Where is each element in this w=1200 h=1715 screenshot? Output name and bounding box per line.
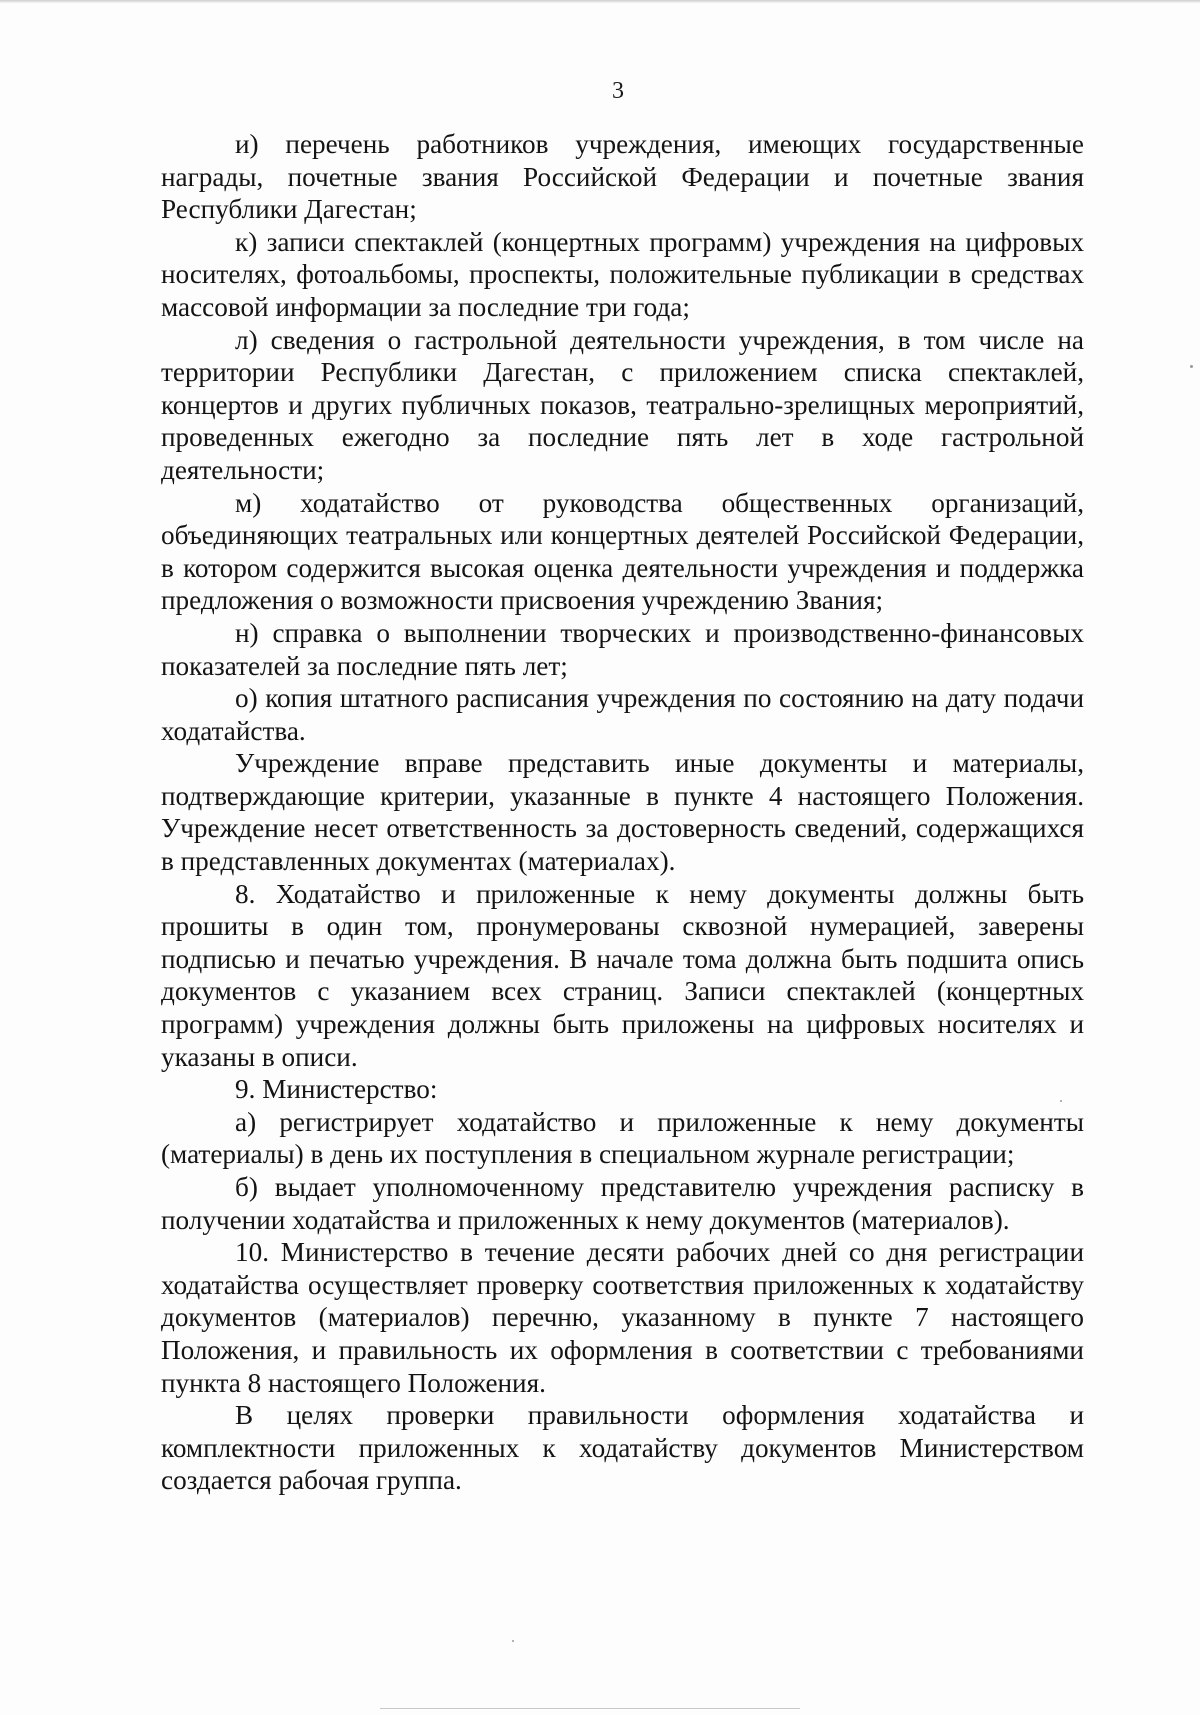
paragraph-section-9-heading: 9. Министерство:: [235, 1074, 438, 1105]
paragraph-additional-materials: Учреждение вправе представить иные документы и материалы, подтверждающие критерии, указанные в пункте 4 настоящего Положения. Учреждение несет ответственность за достоверность сведений, содержащихся в представленных документах (материалах).: [161, 748, 1084, 877]
paragraph-o: о) копия штатного расписания учреждения по состоянию на дату подачи ходатайства.: [161, 683, 1084, 746]
scan-top-edge: [0, 0, 1200, 3]
paragraph-n: н) справка о выполнении творческих и производственно-финансовых показателей за последние пять лет;: [161, 617, 1084, 681]
paragraph-working-group: В целях проверки правильности оформления ходатайства и комплектности приложенных к ходатайству документов Министерством создается рабочая группа.: [161, 1400, 1084, 1496]
paragraph-m: м) ходатайство от руководства общественных организаций, объединяющих театральных или концертных деятелей Российской Федерации, в котором содержится высокая оценка деятельности учреждения и поддержка предложения о возможности присвоения учреждению Звания;: [161, 487, 1084, 616]
page-number: 3: [612, 78, 624, 104]
scan-speck: [1190, 365, 1193, 368]
paragraph-k: к) записи спектаклей (концертных программ) учреждения на цифровых носителях, фотоальбомы, проспекты, положительные публикации в средствах массовой информации за последние три года;: [161, 226, 1084, 322]
paragraph-section-10: 10. Министерство в течение десяти рабочих дней со дня регистрации ходатайства осуществляет проверку соответствия приложенных к ходатайству документов (материалов) перечню, указанному в пункте 7 настоящего Положения, и правильность их оформления в соответствии с требованиями пункта 8 настоящего Положения.: [161, 1237, 1084, 1398]
scan-speck: [1060, 1100, 1062, 1102]
paragraph-l: л) сведения о гастрольной деятельности учреждения, в том числе на территории Республики Дагестан, с приложением списка спектаклей, концертов и других публичных показов, театрально-зрелищных мероприятий, проведенных ежегодно за последние пять лет в ходе гастрольной деятельности;: [161, 324, 1084, 485]
paragraph-section-9-b: б) выдает уполномоченному представителю учреждения расписку в получении ходатайства и приложенных к нему документов (материалов).: [161, 1172, 1084, 1235]
paragraph-i: и) перечень работников учреждения, имеющих государственные награды, почетные звания Российской Федерации и почетные звания Республики Дагестан;: [161, 129, 1084, 225]
paragraph-section-9-a: а) регистрирует ходатайство и приложенные к нему документы (материалы) в день их поступления в специальном журнале регистрации;: [161, 1106, 1084, 1170]
paragraph-section-8: 8. Ходатайство и приложенные к нему документы должны быть прошиты в один том, пронумерованы сквозной нумерацией, заверены подписью и печатью учреждения. В начале тома должна быть подшита опись документов с указанием всех страниц. Записи спектаклей (концертных программ) учреждения должны быть приложены на цифровых носителях и указаны в описи.: [161, 878, 1084, 1072]
scan-bottom-edge: [380, 1708, 800, 1709]
document-body: [161, 128, 1084, 1497]
scan-speck: [512, 1640, 514, 1642]
